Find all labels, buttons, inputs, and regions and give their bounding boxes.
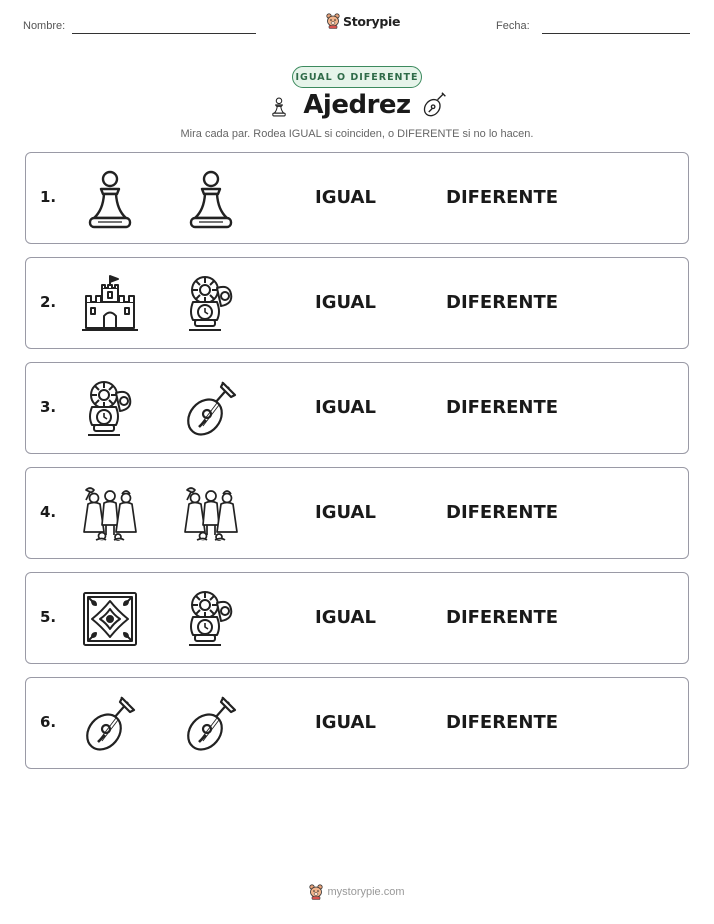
same-option[interactable]: IGUAL — [315, 187, 376, 208]
pair-row — [25, 362, 689, 454]
name-label: Nombre: — [23, 20, 66, 32]
people-group-icon — [78, 482, 142, 546]
clock-icon — [179, 587, 243, 651]
clock-icon — [78, 377, 142, 441]
date-line[interactable] — [542, 33, 690, 34]
row-number: 5. — [40, 608, 57, 626]
same-option[interactable]: IGUAL — [315, 502, 376, 523]
bear-icon — [309, 884, 323, 900]
row-number: 1. — [40, 188, 57, 206]
lute-icon — [420, 88, 448, 122]
same-option[interactable]: IGUAL — [315, 397, 376, 418]
date-label: Fecha: — [496, 20, 530, 32]
pair-row — [25, 152, 689, 244]
different-option[interactable]: DIFERENTE — [446, 397, 559, 418]
row-number: 3. — [40, 398, 57, 416]
different-option[interactable]: DIFERENTE — [446, 187, 559, 208]
brand-name: Storypie — [343, 13, 401, 29]
different-option[interactable]: DIFERENTE — [446, 502, 559, 523]
pair-row — [25, 572, 689, 664]
pawn-icon — [78, 167, 142, 231]
castle-icon — [78, 272, 142, 336]
people-group-icon — [179, 482, 243, 546]
different-option[interactable]: DIFERENTE — [446, 607, 559, 628]
lute-icon — [179, 692, 243, 756]
clock-icon — [179, 272, 243, 336]
pawn-icon — [179, 167, 243, 231]
brand-logo — [326, 13, 400, 29]
worksheet-type-badge: IGUAL O DIFERENTE — [292, 66, 422, 88]
pair-row — [25, 467, 689, 559]
different-option[interactable]: DIFERENTE — [446, 292, 559, 313]
same-option[interactable]: IGUAL — [315, 607, 376, 628]
same-option[interactable]: IGUAL — [315, 712, 376, 733]
pawn-icon — [268, 92, 290, 122]
lute-icon — [78, 692, 142, 756]
pair-row — [25, 677, 689, 769]
ornate-tile-icon — [78, 587, 142, 651]
page-title: Ajedrez — [303, 90, 411, 120]
row-number: 4. — [40, 503, 57, 521]
row-number: 2. — [40, 293, 57, 311]
footer — [0, 884, 714, 900]
lute-icon — [179, 377, 243, 441]
row-number: 6. — [40, 713, 57, 731]
same-option[interactable]: IGUAL — [315, 292, 376, 313]
instructions: Mira cada par. Rodea IGUAL si coinciden, o DIFERENTE si no lo hacen. — [180, 128, 534, 140]
name-line[interactable] — [72, 33, 256, 34]
different-option[interactable]: DIFERENTE — [446, 712, 559, 733]
bear-icon — [326, 13, 340, 29]
footer-url: mystorypie.com — [327, 886, 405, 898]
pair-row — [25, 257, 689, 349]
